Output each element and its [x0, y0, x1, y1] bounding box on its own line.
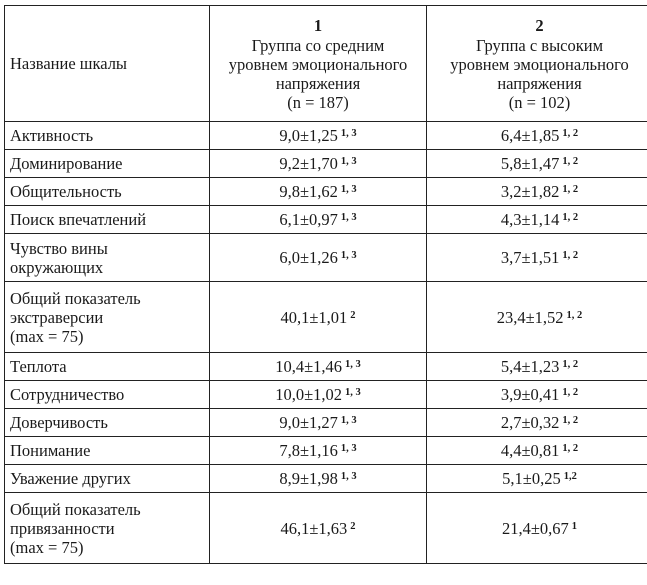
group1-total: 40,1±1,01 $^2$ [210, 282, 427, 353]
group1-value: 7,8±1,16 $^{1, 3}$ [210, 437, 427, 465]
scale-name: Чувство вины окружающих [5, 234, 210, 282]
table-row [5, 381, 647, 409]
scale-name: Поиск впечатлений [5, 206, 210, 234]
group1-line2: уровнем эмоционального [228, 54, 408, 74]
group2-value: 2,7±0,32 $^{1, 2}$ [427, 409, 647, 437]
group1-value: 8,9±1,98 $^{1, 3}$ [210, 465, 427, 493]
total-row [5, 282, 647, 353]
group2-value: 5,8±1,47 $^{1, 2}$ [427, 150, 647, 178]
group2-value: 5,4±1,23 $^{1, 2}$ [427, 353, 647, 381]
scale-name: Доверчивость [5, 409, 210, 437]
group1-value: 9,8±1,62 $^{1, 3}$ [210, 178, 427, 206]
group1-value: 6,1±0,97 $^{1, 3}$ [210, 206, 427, 234]
group2-total: 23,4±1,52 $^{1, 2}$ [427, 282, 647, 353]
group2-number: 2 [535, 15, 544, 35]
table-row [5, 353, 647, 381]
table-row [5, 122, 647, 150]
group1-number: 1 [313, 15, 323, 35]
scale-name: Общительность [5, 178, 210, 206]
group2-value: 4,4±0,81 $^{1, 2}$ [427, 437, 647, 465]
group1-value: 9,0±1,25 $^{1, 3}$ [210, 122, 427, 150]
group2-header [427, 6, 647, 122]
table-row [5, 465, 647, 493]
group2-line3: напряжения [497, 73, 582, 93]
group1-n: (n = 187) [287, 92, 349, 112]
group2-line2: уровнем эмоционального [450, 54, 629, 74]
scale-name: Теплота [5, 353, 210, 381]
group1-value: 9,0±1,27 $^{1, 3}$ [210, 409, 427, 437]
group2-value: 5,1±0,25 $^{1,2}$ [427, 465, 647, 493]
group1-value: 9,2±1,70 $^{1, 3}$ [210, 150, 427, 178]
scale-name-total: Общий показатель привязанности (max = 75) [5, 493, 210, 564]
group1-value: 10,0±1,02 $^{1, 3}$ [210, 381, 427, 409]
group1-line1: Группа со средним [251, 35, 385, 55]
table-row [5, 409, 647, 437]
group2-total: 21,4±0,67 $^1$ [427, 493, 647, 564]
group1-value: 6,0±1,26 $^{1, 3}$ [210, 234, 427, 282]
header-row [5, 6, 647, 122]
scale-name: Понимание [5, 437, 210, 465]
group1-line3: напряжения [275, 73, 361, 93]
group2-value: 4,3±1,14 $^{1, 2}$ [427, 206, 647, 234]
scale-name: Доминирование [5, 150, 210, 178]
group2-value: 3,2±1,82 $^{1, 2}$ [427, 178, 647, 206]
group2-value: 3,9±0,41 $^{1, 2}$ [427, 381, 647, 409]
scales-table [4, 5, 647, 564]
scale-name: Активность [5, 122, 210, 150]
scale-name-header: Название шкалы [5, 6, 210, 122]
table-row [5, 178, 647, 206]
group1-value: 10,4±1,46 $^{1, 3}$ [210, 353, 427, 381]
scale-name-total: Общий показатель экстраверсии (max = 75) [5, 282, 210, 353]
group2-n: (n = 102) [508, 92, 571, 112]
group2-line1: Группа с высоким [475, 35, 604, 55]
scale-name: Сотрудничество [5, 381, 210, 409]
group1-total: 46,1±1,63 $^2$ [210, 493, 427, 564]
group1-header [210, 6, 427, 122]
group2-value: 3,7±1,51 $^{1, 2}$ [427, 234, 647, 282]
total-row [5, 493, 647, 564]
group2-value: 6,4±1,85 $^{1, 2}$ [427, 122, 647, 150]
table-row [5, 206, 647, 234]
table-row [5, 234, 647, 282]
table-row [5, 150, 647, 178]
scale-name: Уважение других [5, 465, 210, 493]
table-row [5, 437, 647, 465]
